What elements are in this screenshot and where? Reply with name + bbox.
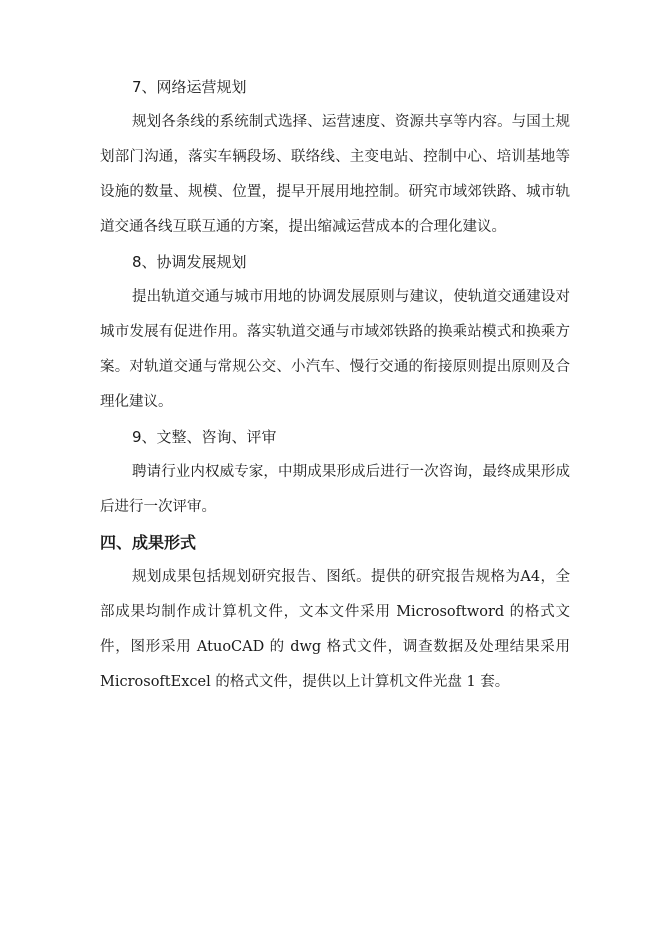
section-7-heading: 7、网络运营规划 [132, 78, 247, 96]
section-4-heading: 四、成果形式 [100, 533, 197, 552]
section-9-body: 聘请行业内权威专家，中期成果形成后进行一次咨询，最终成果形成后进行一次评审。 [100, 464, 570, 515]
section-7-body: 规划各条线的系统制式选择、运营速度、资源共享等内容。与国土规划部门沟通，落实车辆段场、联络线、主变电站、控制中心、培训基地等设施的数量、规模、位置，提早开展用地控制。研究市域郊铁路、城市轨道交通各线互联互通的方案，提出缩减运营成本的合理化建议。 [100, 114, 570, 235]
section-8-body: 提出轨道交通与城市用地的协调发展原则与建议，使轨道交通建设对城市发展有促进作用。落实轨道交通与市域郊铁路的换乘站模式和换乘方案。对轨道交通与常规公交、小汽车、慢行交通的衔接原则提出原则及合理化建议。 [100, 289, 570, 410]
section-9-heading: 9、文整、咨询、评审 [132, 428, 277, 446]
section-8-heading: 8、协调发展规划 [132, 253, 247, 271]
document-content [100, 70, 570, 700]
section-4-body: 规划成果包括规划研究报告、图纸。提供的研究报告规格为A4，全部成果均制作成计算机文件，文本文件采用 Microsoftword 的格式文件，图形采用 AtuoCAD 的 dwg 格式文件，调查数据及处理结果采用 MicrosoftExcel 的格式文件，提供以上计算机文件光盘 1 套。 [100, 569, 570, 690]
